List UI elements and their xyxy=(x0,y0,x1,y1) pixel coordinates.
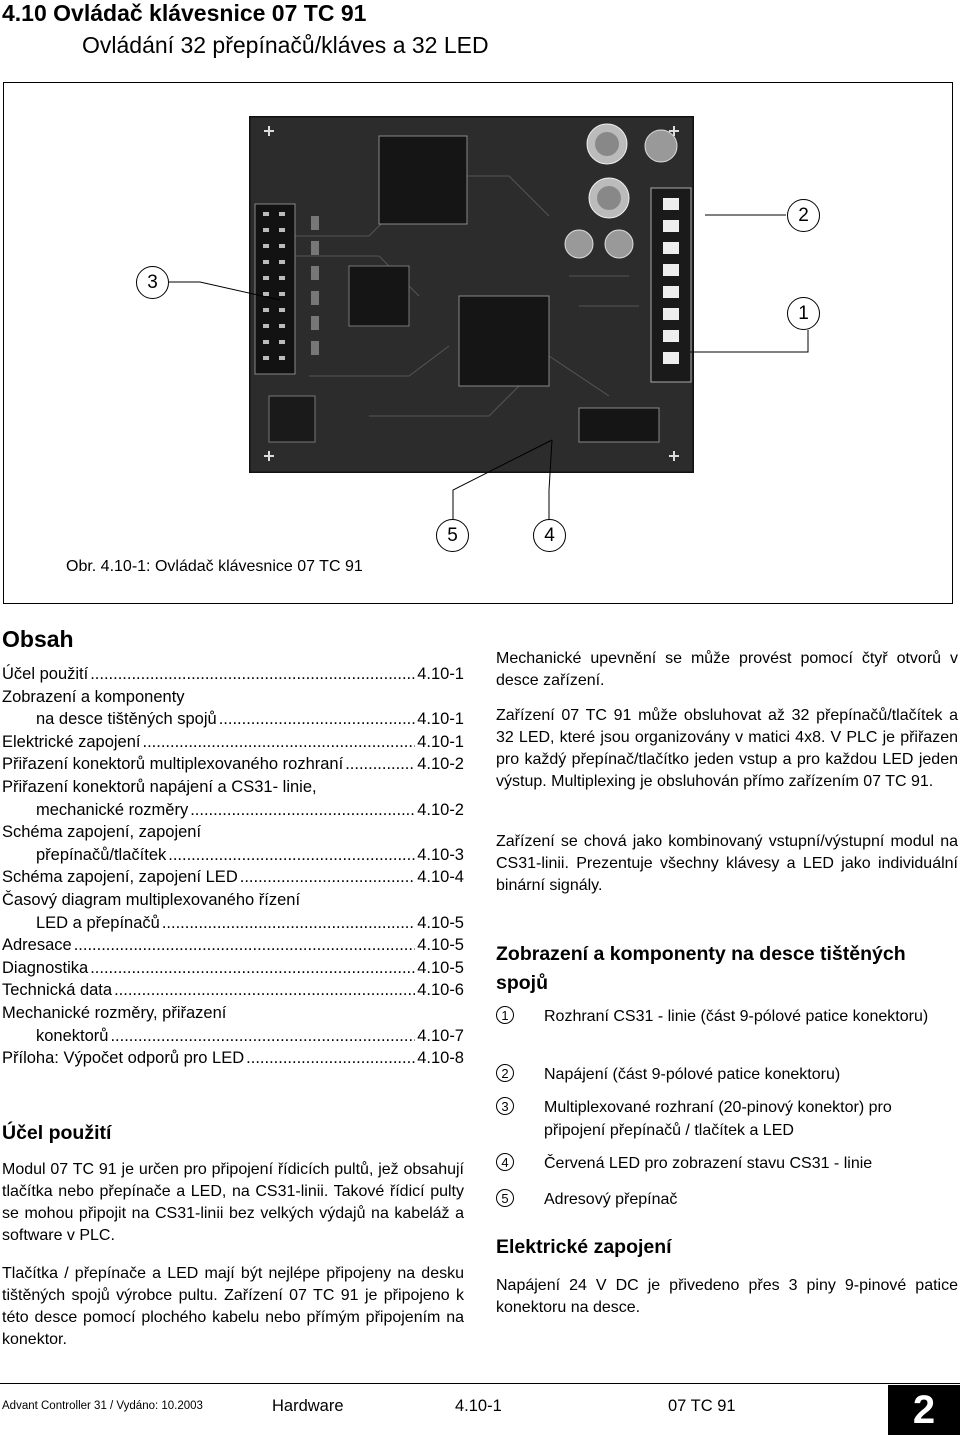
toc-entry-page: 4.10-6 xyxy=(417,981,464,1000)
list-item xyxy=(496,1005,936,1051)
toc-leader-dots xyxy=(168,844,415,867)
toc-entry-page: 4.10-8 xyxy=(417,1049,464,1068)
footer-section: Hardware xyxy=(272,1397,344,1415)
toc-entry-page: 4.10-5 xyxy=(417,958,464,977)
item-text: Napájení (část 9-pólové patice konektoru) xyxy=(544,1066,841,1083)
item-number: 4 xyxy=(496,1153,514,1171)
toc-entry xyxy=(2,889,464,912)
toc-leader-dots xyxy=(143,731,416,754)
callout-1: 1 xyxy=(787,297,820,330)
paragraph-mounting: Mechanické upevnění se může provést pomocí čtyř otvorů v desce zařízení. xyxy=(496,650,958,689)
heading-ucel-pouziti: Účel použití xyxy=(2,1122,112,1144)
callout-4: 4 xyxy=(533,519,566,552)
toc-entry-text: LED a přepínačů xyxy=(36,913,160,932)
paragraph-purpose: Modul 07 TC 91 je určen pro připojení řídicích pultů, jež obsahují tlačítka nebo přepínače a LED, na CS31-linii. Takové řídicí pulty se mohou připojit na CS31-linii bez velkých výdajů na kabeláž a software v PLC. xyxy=(2,1161,464,1244)
page-subtitle: Ovládání 32 přepínačů/kláves a 32 LED xyxy=(82,32,489,58)
item-number: 5 xyxy=(496,1189,514,1207)
toc-entry xyxy=(2,1047,464,1070)
footer-edition: Advant Controller 31 / Vydáno: 10.2003 xyxy=(2,1400,203,1412)
toc-entry-text: Účel použití xyxy=(2,665,89,683)
toc-entry xyxy=(2,866,464,889)
toc-entry-text: Elektrické zapojení xyxy=(2,732,141,751)
toc-entry-page: 4.10-2 xyxy=(417,755,464,774)
chapter-tab: 2 xyxy=(888,1385,960,1435)
toc-leader-dots xyxy=(162,912,415,935)
toc-entry xyxy=(2,776,464,799)
toc-entry-text: Mechanické rozměry, přiřazení xyxy=(2,1003,227,1022)
footer-page-number: 4.10-1 xyxy=(455,1397,502,1415)
toc-entry-text: Přiřazení konektorů napájení a CS31- linie, xyxy=(2,777,317,796)
toc-leader-dots xyxy=(90,663,415,686)
toc-entry xyxy=(2,844,464,867)
toc-entry-text: Přiřazení konektorů multiplexovaného rozhraní xyxy=(2,755,344,774)
toc-entry-text: Schéma zapojení, zapojení LED xyxy=(2,868,238,887)
toc-entry xyxy=(2,1025,464,1048)
toc-entry xyxy=(2,934,464,957)
item-number: 1 xyxy=(496,1006,514,1024)
footer-rule xyxy=(0,1383,960,1384)
item-text: Adresový přepínač xyxy=(544,1191,678,1208)
toc-entry-page: 4.10-7 xyxy=(417,1026,464,1045)
toc-leader-dots xyxy=(90,957,415,980)
toc-leader-dots xyxy=(114,979,415,1002)
toc-entry-text: Příloha: Výpočet odporů pro LED xyxy=(2,1049,245,1068)
toc-entry-text: na desce tištěných spojů xyxy=(36,710,217,729)
figure-caption: Obr. 4.10-1: Ovládač klávesnice 07 TC 91 xyxy=(66,558,363,575)
toc-entry xyxy=(2,979,464,1002)
toc-entry-page: 4.10-1 xyxy=(417,710,464,729)
toc-entry xyxy=(2,799,464,822)
toc-entry-text: Adresace xyxy=(2,936,72,955)
toc-entry-text: konektorů xyxy=(36,1026,109,1045)
toc-entry xyxy=(2,663,464,686)
toc-entry-page: 4.10-5 xyxy=(417,913,464,932)
toc-entry-page: 4.10-3 xyxy=(417,845,464,864)
toc-entry xyxy=(2,708,464,731)
toc-leader-dots xyxy=(190,799,415,822)
toc-entry xyxy=(2,912,464,935)
item-text: Multiplexované rozhraní (20-pinový konektor) pro připojení přepínačů / tlačítek a LED xyxy=(544,1099,892,1139)
page-title: 4.10 Ovládač klávesnice 07 TC 91 xyxy=(2,0,367,26)
toc-leader-dots xyxy=(246,1047,415,1070)
toc-leader-dots xyxy=(345,753,415,776)
heading-components: Zobrazení a komponenty na desce tištěných spojů xyxy=(496,943,906,994)
table-of-contents xyxy=(2,663,464,1070)
toc-entry-page: 4.10-1 xyxy=(417,665,464,683)
item-text: Rozhraní CS31 - linie (část 9-pólové patice konektoru) xyxy=(544,1008,929,1025)
toc-title: Obsah xyxy=(2,626,74,652)
paragraph-connection: Tlačítka / přepínače a LED mají být nejlépe připojeny na desku tištěných spojů výrobce pultu. Zařízení 07 TC 91 je připojeno k této desce pomocí plochého kabelu nebo přímým připojením na konektor. xyxy=(2,1265,464,1348)
list-item xyxy=(496,1152,936,1175)
toc-entry-text: Zobrazení a komponenty xyxy=(2,687,185,706)
toc-entry-text: Technická data xyxy=(2,981,113,1000)
callout-2: 2 xyxy=(787,199,820,232)
toc-entry-page: 4.10-1 xyxy=(417,732,464,751)
toc-leader-dots xyxy=(240,866,415,889)
paragraph-capacity: Zařízení 07 TC 91 může obsluhovat až 32 přepínačů/tlačítek a 32 LED, které jsou organizovány v matici 4x8. V PLC je přiřazen pro každý přepínač/tlačítko jeden vstup a pro každou LED jeden výstup. Multiplexing je obsluhován přímo zařízením 07 TC 91. xyxy=(496,707,958,790)
callout-3: 3 xyxy=(136,266,169,299)
toc-leader-dots xyxy=(110,1025,415,1048)
toc-entry-page: 4.10-4 xyxy=(417,868,464,887)
item-text: Červená LED pro zobrazení stavu CS31 - linie xyxy=(544,1155,873,1172)
toc-entry-text: Schéma zapojení, zapojení xyxy=(2,823,202,842)
toc-entry xyxy=(2,753,464,776)
toc-entry-text: Časový diagram multiplexovaného řízení xyxy=(2,890,301,909)
toc-entry-page: 4.10-5 xyxy=(417,936,464,955)
toc-entry-text: mechanické rozměry xyxy=(36,800,189,819)
footer-model: 07 TC 91 xyxy=(668,1397,736,1415)
paragraph-power: Napájení 24 V DC je přivedeno přes 3 piny 9-pinové patice konektoru na desce. xyxy=(496,1277,958,1316)
item-number: 2 xyxy=(496,1064,514,1082)
toc-entry xyxy=(2,1002,464,1025)
item-number: 3 xyxy=(496,1097,514,1115)
toc-leader-dots xyxy=(74,934,415,957)
toc-entry xyxy=(2,686,464,709)
list-item xyxy=(496,1063,936,1086)
callout-5: 5 xyxy=(436,519,469,552)
toc-entry-text: Diagnostika xyxy=(2,958,89,977)
toc-entry-text: přepínačů/tlačítek xyxy=(36,845,167,864)
toc-entry xyxy=(2,821,464,844)
heading-electrical: Elektrické zapojení xyxy=(496,1236,672,1258)
list-item xyxy=(496,1096,936,1142)
toc-entry-page: 4.10-2 xyxy=(417,800,464,819)
toc-leader-dots xyxy=(219,708,416,731)
toc-entry xyxy=(2,957,464,980)
list-item xyxy=(496,1188,936,1211)
paragraph-behaviour: Zařízení se chová jako kombinovaný vstupní/výstupní modul na CS31-linii. Prezentuje všechny klávesy a LED jako individuální binární signály. xyxy=(496,833,958,894)
toc-entry xyxy=(2,731,464,754)
